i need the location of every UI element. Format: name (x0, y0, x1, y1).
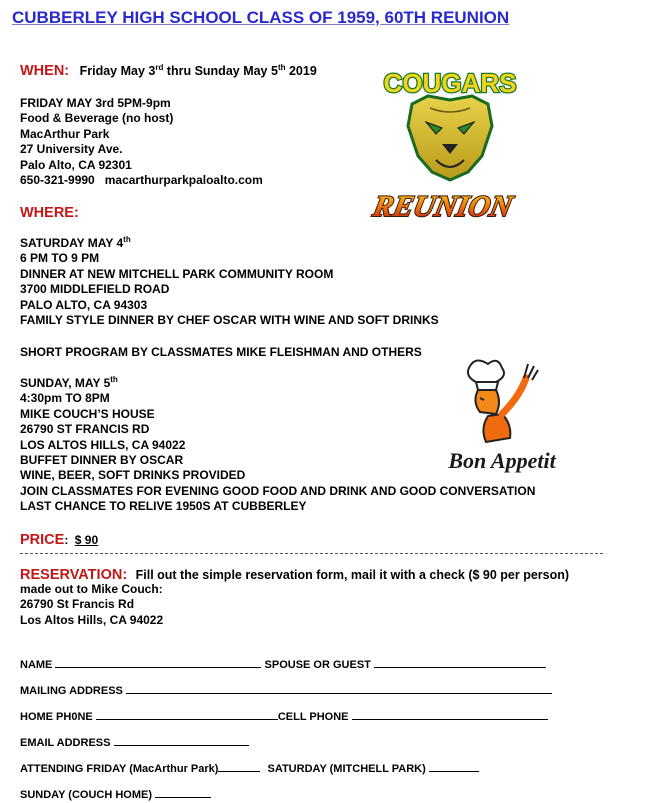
name-label: NAME (20, 659, 53, 671)
sunday-head: SUNDAY, MAY 5th (20, 375, 118, 390)
attend-friday-label: ATTENDING FRIDAY (MacArthur Park) (20, 763, 219, 775)
form-row-sunday (20, 787, 211, 801)
sunday-line: 4:30pm TO 8PM (20, 391, 110, 406)
friday-line: 27 University Ave. (20, 142, 123, 157)
where-label: WHERE: (20, 205, 79, 221)
spouse-field[interactable] (374, 657, 546, 668)
sunday-line: 26790 ST FRANCIS RD (20, 422, 150, 437)
friday-line: Food & Beverage (no host) (20, 111, 174, 126)
home-phone-label: HOME PH0NE (20, 711, 93, 723)
attend-saturday-field[interactable] (429, 761, 479, 772)
page-title: CUBBERLEY HIGH SCHOOL CLASS OF 1959, 60TH REUNION (12, 8, 510, 27)
form-row-mailing (20, 683, 552, 697)
cougars-logo (370, 64, 530, 184)
attend-sunday-label: SUNDAY (COUCH HOME) (20, 789, 153, 801)
when-label: WHEN: (20, 63, 70, 79)
reservation-addr: 26790 St Francis Rd (20, 597, 135, 612)
cougars-text: COUGARS (383, 68, 517, 98)
home-phone-field[interactable] (96, 709, 278, 720)
sunday-line: BUFFET DINNER BY OSCAR (20, 453, 184, 468)
when-dates: Friday May 3rd thru Sunday May 5th 2019 (79, 62, 317, 78)
price-value: $ 90 (74, 533, 99, 547)
divider (20, 553, 603, 554)
reservation-text: Fill out the simple reservation form, mail it with a check ($ 90 per person) (135, 568, 570, 582)
when-line (20, 62, 317, 80)
price-line (20, 531, 98, 549)
form-row-email (20, 735, 249, 749)
friday-block (20, 96, 263, 188)
name-field[interactable] (55, 657, 261, 668)
saturday-head: SATURDAY MAY 4th (20, 235, 131, 250)
attend-friday-field[interactable] (218, 761, 260, 772)
saturday-block (20, 236, 439, 328)
reservation-addr: Los Altos Hills, CA 94022 (20, 612, 164, 627)
reservation-line2: made out to Mike Couch: (20, 582, 163, 596)
sunday-line: JOIN CLASSMATES FOR EVENING GOOD FOOD AND DRINK AND GOOD CONVERSATION (20, 483, 536, 498)
saturday-line: FAMILY STYLE DINNER BY CHEF OSCAR WITH WINE AND SOFT DRINKS (20, 313, 439, 328)
form-row-name (20, 657, 546, 671)
reunion-banner (348, 182, 528, 236)
cell-phone-label: CELL PHONE (277, 711, 349, 723)
saturday-line: DINNER AT NEW MITCHELL PARK COMMUNITY ROOM (20, 266, 334, 281)
friday-line: 650-321-9990 macarthurparkpaloalto.com (20, 173, 263, 188)
reunion-graphic (348, 182, 528, 236)
sunday-line: LOS ALTOS HILLS, CA 94022 (20, 437, 186, 452)
saturday-line: 6 PM TO 9 PM (20, 251, 100, 266)
friday-line: MacArthur Park (20, 126, 110, 141)
mailing-field[interactable] (126, 683, 552, 694)
reservation-block (20, 582, 163, 628)
saturday-line: PALO ALTO, CA 94303 (20, 297, 148, 312)
cell-phone-field[interactable] (352, 709, 548, 720)
mailing-label: MAILING ADDRESS (20, 685, 123, 697)
cougar-head-icon (370, 64, 530, 184)
sunday-line: LAST CHANCE TO RELIVE 1950S AT CUBBERLEY (20, 499, 307, 514)
bon-appetit-text: Bon Appetit (448, 448, 556, 473)
form-row-attending (20, 761, 479, 775)
form-row-phone (20, 709, 548, 723)
sunday-line: MIKE COUCH’S HOUSE (20, 406, 155, 421)
attend-sunday-field[interactable] (155, 787, 211, 798)
price-colon: : (64, 533, 69, 547)
reservation-label: RESERVATION: (20, 567, 128, 583)
program-line: SHORT PROGRAM BY CLASSMATES MIKE FLEISHMAN AND OTHERS (20, 345, 422, 359)
bon-appetit-logo (440, 356, 570, 478)
spouse-label: SPOUSE OR GUEST (264, 659, 371, 671)
saturday-line: 3700 MIDDLEFIELD ROAD (20, 282, 170, 297)
email-field[interactable] (114, 735, 249, 746)
friday-line: Palo Alto, CA 92301 (20, 157, 132, 172)
reunion-text: REUNION (370, 189, 516, 223)
sunday-line: WINE, BEER, SOFT DRINKS PROVIDED (20, 468, 246, 483)
chef-icon (440, 356, 570, 478)
friday-head: FRIDAY MAY 3rd 5PM-9pm (20, 96, 171, 110)
price-label: PRICE (20, 532, 65, 548)
attend-saturday-label: SATURDAY (MITCHELL PARK) (267, 763, 426, 775)
email-label: EMAIL ADDRESS (20, 737, 111, 749)
